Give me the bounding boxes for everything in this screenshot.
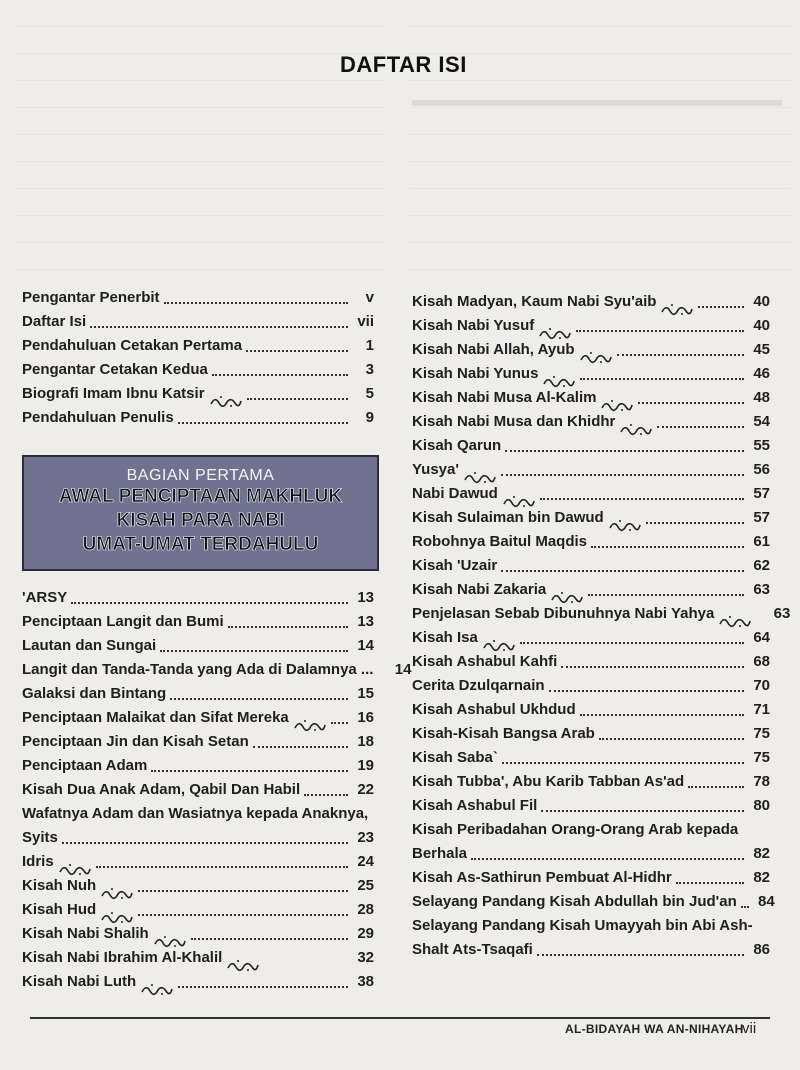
toc-page: 28 — [357, 901, 374, 918]
leader-dots — [471, 858, 744, 860]
toc-entry[interactable] — [22, 406, 374, 430]
toc-label: Langit dan Tanda-Tanda yang Ada di Dalamnya ... — [22, 661, 374, 678]
toc-page: 24 — [357, 853, 374, 870]
leader-dots — [253, 746, 348, 748]
toc-entry[interactable] — [22, 586, 374, 610]
leader-dots — [160, 650, 348, 652]
leader-dots — [540, 498, 744, 500]
toc-page: 40 — [753, 293, 770, 310]
toc-entry[interactable] — [22, 850, 374, 874]
toc-entry[interactable] — [22, 358, 374, 382]
toc-label: Wafatnya Adam dan Wasiatnya kepada Anaknya, — [22, 805, 369, 822]
toc-label: Daftar Isi — [22, 313, 87, 330]
leader-dots — [178, 422, 348, 424]
arabic-honorific-icon — [542, 372, 576, 386]
toc-page: 9 — [365, 409, 374, 426]
toc-label: Kisah Sulaiman bin Dawud — [412, 509, 604, 526]
toc-label: Pendahuluan Penulis — [22, 409, 174, 426]
toc-label: Kisah Tubba', Abu Karib Tabban As'ad — [412, 773, 685, 790]
toc-entry[interactable] — [412, 530, 770, 554]
arabic-honorific-icon — [293, 716, 327, 730]
toc-label: Kisah Peribadahan Orang-Orang Arab kepada — [412, 821, 739, 838]
toc-label: Kisah Nabi Yusuf — [412, 317, 535, 334]
leader-dots — [501, 570, 744, 572]
arabic-honorific-icon — [538, 324, 572, 338]
toc-page: 56 — [753, 461, 770, 478]
toc-label: Kisah Nabi Musa dan Khidhr — [412, 413, 616, 430]
toc-entry[interactable] — [412, 458, 770, 482]
banner-line-1: AWAL PENCIPTAAN MAKHLUK — [58, 486, 343, 507]
footer-page-number: vii — [742, 1020, 757, 1037]
toc-label: Kisah Nabi Musa Al-Kalim — [412, 389, 597, 406]
leader-dots — [138, 890, 348, 892]
leader-dots — [576, 330, 744, 332]
toc-page: 23 — [357, 829, 374, 846]
leader-dots — [164, 302, 348, 304]
arabic-honorific-icon — [226, 956, 260, 970]
leader-dots — [178, 986, 348, 988]
toc-label: Pengantar Penerbit — [22, 289, 160, 306]
toc-label: Kisah Dua Anak Adam, Qabil Dan Habil — [22, 781, 301, 798]
toc-page: 54 — [753, 413, 770, 430]
toc-entry[interactable] — [22, 802, 374, 850]
toc-label: Penciptaan Jin dan Kisah Setan — [22, 733, 249, 750]
toc-label: Penciptaan Malaikat dan Sifat Mereka — [22, 709, 289, 726]
arabic-honorific-icon — [550, 588, 584, 602]
toc-label: Kisah Qarun — [412, 437, 502, 454]
toc-page: 40 — [753, 317, 770, 334]
toc-label-continued: Shalt Ats-Tsaqafi — [412, 941, 533, 958]
arabic-honorific-icon — [100, 884, 134, 898]
leader-dots — [741, 906, 749, 908]
toc-entry[interactable] — [412, 386, 770, 410]
toc-label: Pengantar Cetakan Kedua — [22, 361, 208, 378]
leader-dots — [191, 938, 348, 940]
leader-dots — [71, 602, 348, 604]
toc-page: 63 — [753, 581, 770, 598]
toc-page: 45 — [753, 341, 770, 358]
toc-entry[interactable] — [412, 746, 770, 770]
toc-page: 84 — [758, 893, 775, 910]
leader-dots — [90, 326, 348, 328]
toc-page: 16 — [357, 709, 374, 726]
toc-entry[interactable] — [412, 578, 770, 602]
leader-dots — [688, 786, 744, 788]
banner-line-2: KISAH PARA NABI — [116, 510, 285, 531]
toc-page: 13 — [357, 613, 374, 630]
arabic-honorific-icon — [482, 636, 516, 650]
footer-book-title: AL-BIDAYAH WA AN-NIHAYAH — [565, 1022, 744, 1036]
toc-entry[interactable] — [412, 338, 770, 362]
toc-label: Kisah-Kisah Bangsa Arab — [412, 725, 595, 742]
toc-entry[interactable] — [22, 874, 374, 898]
toc-page: 63 — [773, 605, 791, 622]
toc-page: 48 — [753, 389, 770, 406]
toc-entry[interactable] — [412, 482, 770, 506]
toc-entry[interactable] — [22, 310, 374, 334]
leader-dots — [501, 474, 744, 476]
arabic-honorific-icon — [660, 300, 694, 314]
toc-entry[interactable] — [412, 674, 770, 698]
toc-page: 55 — [753, 437, 770, 454]
leader-dots — [549, 690, 744, 692]
toc-entry[interactable] — [22, 634, 374, 658]
toc-page: 14 — [394, 661, 412, 678]
toc-entry[interactable] — [412, 314, 770, 338]
page-title: DAFTAR ISI — [340, 52, 467, 77]
toc-entry[interactable] — [412, 650, 770, 674]
bleed-through-right — [410, 0, 790, 280]
toc-page: vii — [357, 313, 374, 330]
toc-entry[interactable] — [22, 382, 374, 406]
toc-page: 3 — [365, 361, 374, 378]
toc-entry[interactable] — [22, 682, 374, 706]
toc-label: Kisah As-Sathirun Pembuat Al-Hidhr — [412, 869, 672, 886]
toc-label: Kisah Nabi Allah, Ayub — [412, 341, 575, 358]
toc-page: 70 — [753, 677, 770, 694]
toc-page: 19 — [357, 757, 374, 774]
toc-page: 15 — [357, 685, 374, 702]
toc-label: Biografi Imam Ibnu Katsir — [22, 385, 205, 402]
toc-page: 82 — [753, 845, 770, 862]
toc-entry[interactable] — [412, 818, 770, 866]
toc-label: Idris — [22, 853, 54, 870]
toc-page: 25 — [357, 877, 374, 894]
toc-page: 82 — [753, 869, 770, 886]
toc-label: Kisah Ashabul Fil — [412, 797, 538, 814]
toc-label: Nabi Dawud — [412, 485, 498, 502]
leader-dots — [599, 738, 744, 740]
toc-entry[interactable] — [22, 754, 374, 778]
toc-label: Kisah Nabi Yunus — [412, 365, 539, 382]
leader-dots — [657, 426, 744, 428]
toc-entry[interactable] — [22, 610, 374, 634]
arabic-honorific-icon — [502, 492, 536, 506]
arabic-honorific-icon — [579, 348, 613, 362]
leader-dots — [505, 450, 744, 452]
toc-page: 68 — [753, 653, 770, 670]
toc-entry[interactable] — [412, 914, 770, 962]
toc-label: Selayang Pandang Kisah Umayyah bin Abi Ash- — [412, 917, 753, 934]
toc-label: Kisah Nabi Ibrahim Al-Khalil — [22, 949, 223, 966]
leader-dots — [580, 714, 744, 716]
toc-entry[interactable] — [22, 946, 374, 970]
leader-dots — [520, 642, 744, 644]
toc-page: 38 — [357, 973, 374, 990]
toc-entry[interactable] — [412, 890, 775, 914]
toc-label: Kisah Nabi Zakaria — [412, 581, 547, 598]
toc-page: 71 — [753, 701, 770, 718]
leader-dots — [502, 762, 744, 764]
toc-label: 'ARSY — [22, 589, 68, 606]
toc-entry[interactable] — [22, 730, 374, 754]
toc-label-continued: Berhala — [412, 845, 468, 862]
arabic-honorific-icon — [209, 392, 243, 406]
banner-section-label: BAGIAN PERTAMA — [126, 467, 275, 484]
toc-label: Cerita Dzulqarnain — [412, 677, 545, 694]
toc-label: Penciptaan Langit dan Bumi — [22, 613, 224, 630]
footer-rule — [30, 1017, 770, 1019]
toc-label: Lautan dan Sungai — [22, 637, 157, 654]
arabic-honorific-icon — [619, 420, 653, 434]
leader-dots — [646, 522, 744, 524]
toc-page: 57 — [753, 485, 770, 502]
toc-page: 62 — [753, 557, 770, 574]
toc-entry[interactable] — [412, 434, 770, 458]
toc-label: Kisah Madyan, Kaum Nabi Syu'aib — [412, 293, 657, 310]
toc-entry[interactable] — [412, 506, 770, 530]
toc-entry[interactable] — [22, 334, 374, 358]
toc-label: Kisah Nabi Shalih — [22, 925, 149, 942]
toc-label: Penciptaan Adam — [22, 757, 148, 774]
toc-page: 86 — [753, 941, 770, 958]
leader-dots — [591, 546, 744, 548]
toc-page: 75 — [753, 749, 770, 766]
toc-page: 32 — [357, 949, 374, 966]
leader-dots — [638, 402, 744, 404]
toc-page: 22 — [357, 781, 374, 798]
toc-entry[interactable] — [412, 410, 770, 434]
toc-page: 29 — [357, 925, 374, 942]
leader-dots — [246, 350, 348, 352]
toc-entry[interactable] — [412, 770, 770, 794]
toc-entry[interactable] — [412, 866, 770, 890]
arabic-honorific-icon — [718, 612, 752, 626]
section-banner — [22, 455, 379, 571]
toc-page: 57 — [753, 509, 770, 526]
toc-label: Kisah Ashabul Kahfi — [412, 653, 558, 670]
arabic-honorific-icon — [58, 860, 92, 874]
arabic-honorific-icon — [140, 980, 174, 994]
leader-dots — [588, 594, 744, 596]
leader-dots — [62, 842, 348, 844]
toc-page: 75 — [753, 725, 770, 742]
toc-label: Kisah 'Uzair — [412, 557, 498, 574]
leader-dots — [676, 882, 744, 884]
banner-line-3: UMAT-UMAT TERDAHULU — [82, 534, 319, 555]
toc-page: 13 — [357, 589, 374, 606]
bleed-through-left — [14, 0, 384, 280]
leader-dots — [304, 794, 348, 796]
toc-left-bottom — [22, 586, 412, 994]
toc-page: 5 — [365, 385, 374, 402]
toc-entry[interactable] — [412, 722, 770, 746]
arabic-honorific-icon — [100, 908, 134, 922]
bleed-through-rule — [412, 100, 782, 106]
toc-entry[interactable] — [412, 626, 770, 650]
toc-entry[interactable] — [412, 362, 770, 386]
toc-entry[interactable] — [412, 290, 770, 314]
toc-label: Kisah Hud — [22, 901, 97, 918]
toc-label: Robohnya Baitul Maqdis — [412, 533, 588, 550]
arabic-honorific-icon — [608, 516, 642, 530]
toc-entry[interactable] — [22, 778, 374, 802]
leader-dots — [331, 722, 348, 724]
toc-entry[interactable] — [22, 286, 374, 310]
toc-label: Kisah Isa — [412, 629, 478, 646]
toc-page: 1 — [365, 337, 374, 354]
toc-label: Galaksi dan Bintang — [22, 685, 167, 702]
toc-entry[interactable] — [22, 922, 374, 946]
toc-page: 78 — [753, 773, 770, 790]
leader-dots — [96, 866, 348, 868]
toc-label: Kisah Ashabul Ukhdud — [412, 701, 576, 718]
toc-page: 64 — [753, 629, 770, 646]
leader-dots — [138, 914, 348, 916]
toc-label: Selayang Pandang Kisah Abdullah bin Jud'an — [412, 893, 737, 910]
leader-dots — [151, 770, 348, 772]
leader-dots — [698, 306, 744, 308]
toc-entry[interactable] — [412, 554, 770, 578]
toc-label: Kisah Saba` — [412, 749, 498, 766]
leader-dots — [228, 626, 348, 628]
leader-dots — [170, 698, 348, 700]
arabic-honorific-icon — [153, 932, 187, 946]
leader-dots — [580, 378, 744, 380]
toc-left-top — [22, 286, 374, 430]
toc-entry[interactable] — [22, 706, 374, 730]
leader-dots — [541, 810, 744, 812]
toc-entry[interactable] — [412, 602, 791, 626]
toc-entry[interactable] — [22, 898, 374, 922]
toc-page: v — [365, 289, 374, 306]
toc-label: Pendahuluan Cetakan Pertama — [22, 337, 243, 354]
toc-label: Penjelasan Sebab Dibunuhnya Nabi Yahya — [412, 605, 715, 622]
leader-dots — [561, 666, 744, 668]
toc-entry[interactable] — [412, 794, 770, 818]
toc-page: 14 — [357, 637, 374, 654]
arabic-honorific-icon — [463, 468, 497, 482]
leader-dots — [537, 954, 744, 956]
toc-entry[interactable] — [22, 658, 412, 682]
arabic-honorific-icon — [600, 396, 634, 410]
toc-right — [412, 290, 791, 962]
leader-dots — [247, 398, 348, 400]
toc-page: 46 — [753, 365, 770, 382]
toc-page: 61 — [753, 533, 770, 550]
toc-page: 18 — [357, 733, 374, 750]
toc-entry[interactable] — [412, 698, 770, 722]
toc-page: 80 — [753, 797, 770, 814]
leader-dots — [617, 354, 744, 356]
toc-entry[interactable] — [22, 970, 374, 994]
toc-label-continued: Syits — [22, 829, 58, 846]
toc-label: Yusya' — [412, 461, 459, 478]
toc-label: Kisah Nabi Luth — [22, 973, 137, 990]
toc-label: Kisah Nuh — [22, 877, 97, 894]
leader-dots — [212, 374, 348, 376]
